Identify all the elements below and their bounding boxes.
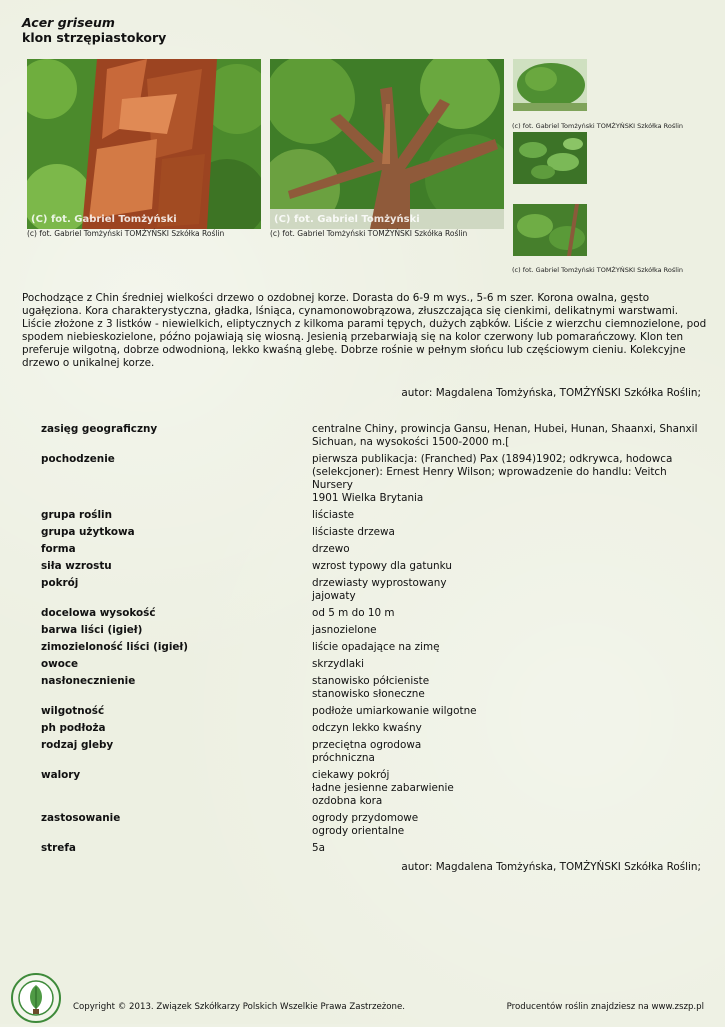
property-value: stanowisko półcieniste stanowisko słoneczne	[312, 675, 430, 700]
property-row	[41, 577, 706, 603]
property-value: liściaste drzewa	[312, 526, 395, 538]
title-latin: Acer griseum	[22, 15, 115, 30]
bark-photo	[27, 59, 261, 229]
photo-watermark: (C) fot. Gabriel Tomżyński	[274, 214, 420, 225]
property-value: przeciętna ogrodowa próchniczna	[312, 739, 422, 764]
properties-table	[41, 423, 706, 859]
leaves-photo	[513, 132, 587, 184]
property-value: drzewiasty wyprostowany jajowaty	[312, 577, 447, 602]
property-row	[41, 624, 706, 637]
photo-caption: (c) fot. Gabriel Tomżyński TOMŻYŃSKI Szkółka Roślin	[512, 122, 683, 130]
property-row	[41, 453, 706, 505]
photo-watermark: (C) fot. Gabriel Tomżyński	[31, 214, 177, 225]
property-value: jasnozielone	[312, 624, 377, 636]
property-row	[41, 509, 706, 522]
property-value: od 5 m do 10 m	[312, 607, 395, 619]
property-value: centralne Chiny, prowincja Gansu, Henan, Hubei, Hunan, Shaanxi, Shanxil Sichuan, na wysokości 1500-2000 m.[	[312, 423, 698, 448]
zszp-logo	[11, 973, 61, 1023]
property-value: liście opadające na zimę	[312, 641, 440, 653]
property-value: skrzydlaki	[312, 658, 365, 670]
property-row	[41, 423, 706, 449]
foliage-photo	[513, 204, 587, 256]
author-bottom: autor: Magdalena Tomżyńska, TOMŻYŃSKI Szkółka Roślin;	[401, 861, 701, 873]
property-value: podłoże umiarkowanie wilgotne	[312, 705, 477, 717]
property-label: barwa liści (igieł)	[41, 624, 143, 636]
title-polish: klon strzępiastokory	[22, 30, 167, 45]
property-row	[41, 526, 706, 539]
property-row	[41, 658, 706, 671]
property-value: drzewo	[312, 543, 350, 555]
property-row	[41, 543, 706, 556]
property-label: grupa roślin	[41, 509, 112, 521]
property-label: wilgotność	[41, 705, 105, 717]
property-label: nasłonecznienie	[41, 675, 136, 687]
property-row	[41, 769, 706, 808]
property-row	[41, 812, 706, 838]
property-label: zastosowanie	[41, 812, 121, 824]
copyright-text: Copyright © 2013. Związek Szkółkarzy Polskich Wszelkie Prawa Zastrzeżone.	[73, 1002, 405, 1012]
property-value: liściaste	[312, 509, 355, 521]
photo-caption: (c) fot. Gabriel Tomżyński TOMŻYŃSKI Szkółka Roślin	[270, 229, 468, 238]
property-row	[41, 739, 706, 765]
property-label: pochodzenie	[41, 453, 115, 465]
property-row	[41, 641, 706, 654]
property-label: walory	[41, 769, 81, 781]
property-value: odczyn lekko kwaśny	[312, 722, 422, 734]
tree-crown-photo	[513, 59, 587, 111]
property-label: pokrój	[41, 577, 79, 589]
property-value: ogrody przydomowe ogrody orientalne	[312, 812, 419, 837]
photo-caption: (c) fot. Gabriel Tomżyński TOMŻYŃSKI Szkółka Roślin	[512, 266, 683, 274]
tree-photo	[270, 59, 504, 229]
property-label: grupa użytkowa	[41, 526, 135, 538]
property-label: zasięg geograficzny	[41, 423, 158, 435]
property-row	[41, 705, 706, 718]
property-value: ciekawy pokrój ładne jesienne zabarwienie ozdobna kora	[312, 769, 454, 807]
property-value: 5a	[312, 842, 325, 854]
property-label: docelowa wysokość	[41, 607, 156, 619]
producers-text: Producentów roślin znajdziesz na www.zszp.pl	[506, 1002, 704, 1012]
property-row	[41, 722, 706, 735]
property-label: forma	[41, 543, 76, 555]
author-top: autor: Magdalena Tomżyńska, TOMŻYŃSKI Szkółka Roślin;	[401, 387, 701, 399]
property-value: pierwsza publikacja: (Franched) Pax (1894)1902; odkrywca, hodowca (selekcjoner): Ernest Henry Wilson; wprowadzenie do handlu: Veitch Nursery 1901 Wielka Brytania	[312, 453, 673, 504]
property-value: wzrost typowy dla gatunku	[312, 560, 452, 572]
property-row	[41, 560, 706, 573]
property-row	[41, 842, 706, 855]
property-label: owoce	[41, 658, 79, 670]
property-label: zimozieloność liści (igieł)	[41, 641, 189, 653]
description: Pochodzące z Chin średniej wielkości drzewo o ozdobnej korze. Dorasta do 6-9 m wys., 5-6 m szer. Korona owalna, gęsto ugałęziona. Kora charakterystyczna, gładka, lśniąca, cynamonowobrązowa, złuszczająca się cienkimi, delikatnymi warstwami. Liście złożone z 3 listków - niewielkich, eliptycznych z kilkoma parami tępych, dużych ząbków. Liście z wierzchu ciemnozielone, pod spodem niebieskozielone, późno pojawiają się wiosną. Jesienią przebarwiają się na kolor czerwony lub pomarańczowy. Klon ten preferuje wilgotną, dobrze odwodnioną, lekko kwaśną glebę. Dobrze rośnie w pełnym słońcu lub częściowym cieniu. Kolekcyjne drzewo o unikalnej korze.	[22, 292, 707, 369]
property-label: rodzaj gleby	[41, 739, 114, 751]
footer	[0, 988, 725, 1024]
property-label: siła wzrostu	[41, 560, 112, 572]
photo-caption: (c) fot. Gabriel Tomżyński TOMŻYŃSKI Szkółka Roślin	[27, 229, 225, 238]
property-label: strefa	[41, 842, 76, 854]
property-row	[41, 675, 706, 701]
property-label: ph podłoża	[41, 722, 106, 734]
property-row	[41, 607, 706, 620]
